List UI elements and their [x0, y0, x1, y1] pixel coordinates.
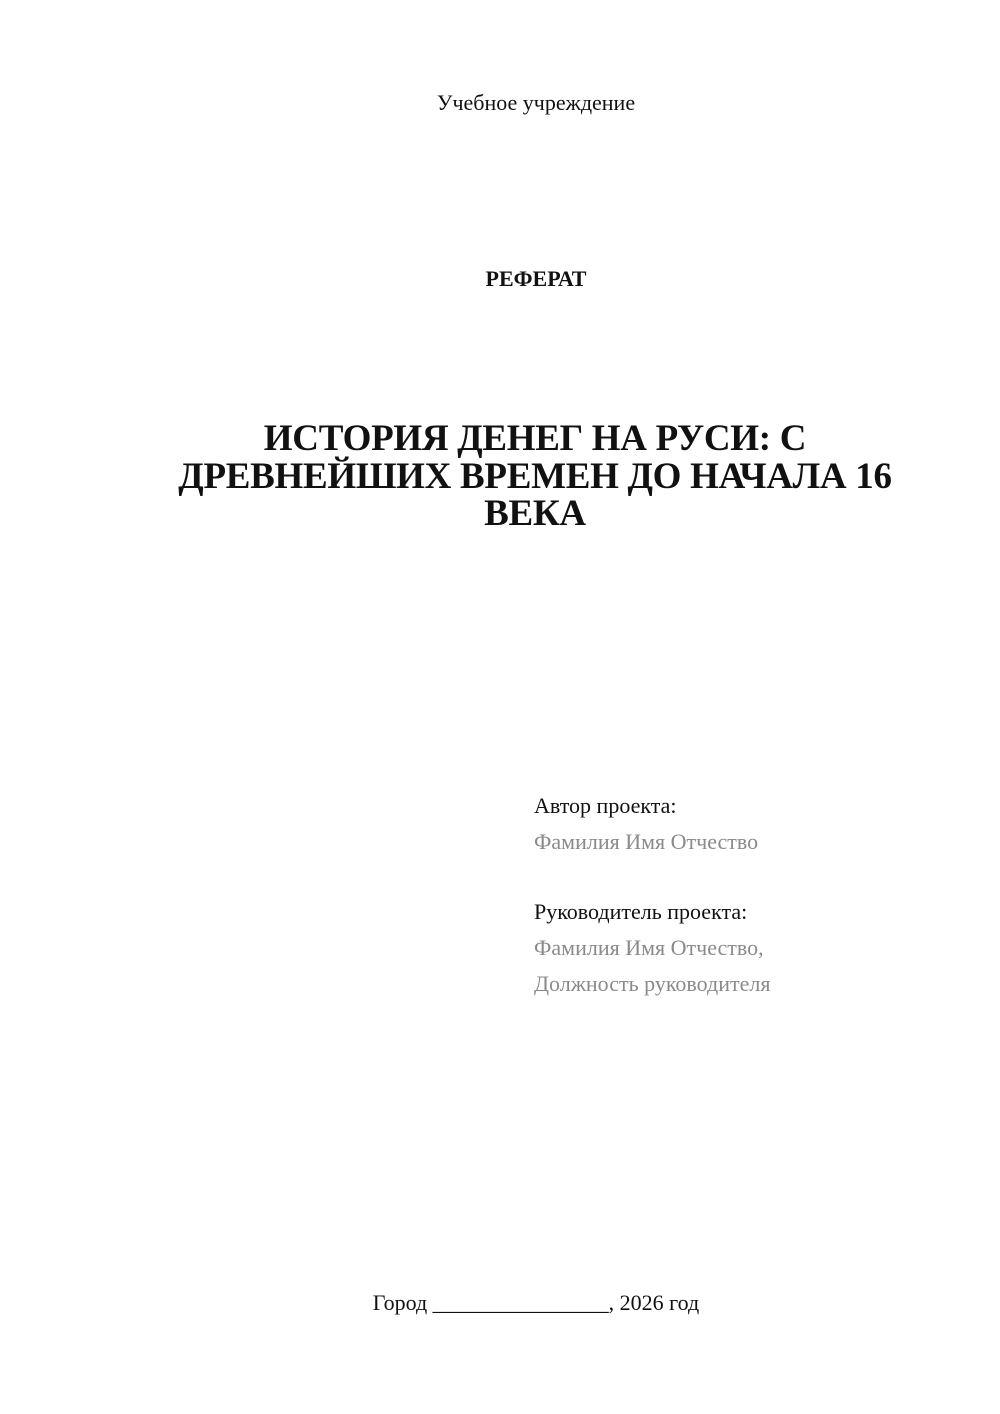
- institution-name: Учебное учреждение: [436, 90, 636, 115]
- author-name: Фамилия Имя Отчество: [534, 829, 759, 854]
- supervisor-name: Фамилия Имя Отчество,: [534, 935, 764, 960]
- supervisor-position: Должность руководителя: [534, 971, 771, 996]
- credits-block: [534, 788, 974, 1002]
- credits-spacer: [534, 860, 974, 894]
- document-type-label: РЕФЕРАТ: [485, 266, 587, 291]
- city-year-line: Город ________________, 2026 год: [372, 1290, 700, 1315]
- document-title: ИСТОРИЯ ДЕНЕГ НА РУСИ: С ДРЕВНЕЙШИХ ВРЕМЕН ДО НАЧАЛА 16 ВЕКА: [178, 418, 892, 535]
- supervisor-label: Руководитель проекта:: [534, 899, 748, 924]
- author-label: Автор проекта:: [534, 793, 677, 818]
